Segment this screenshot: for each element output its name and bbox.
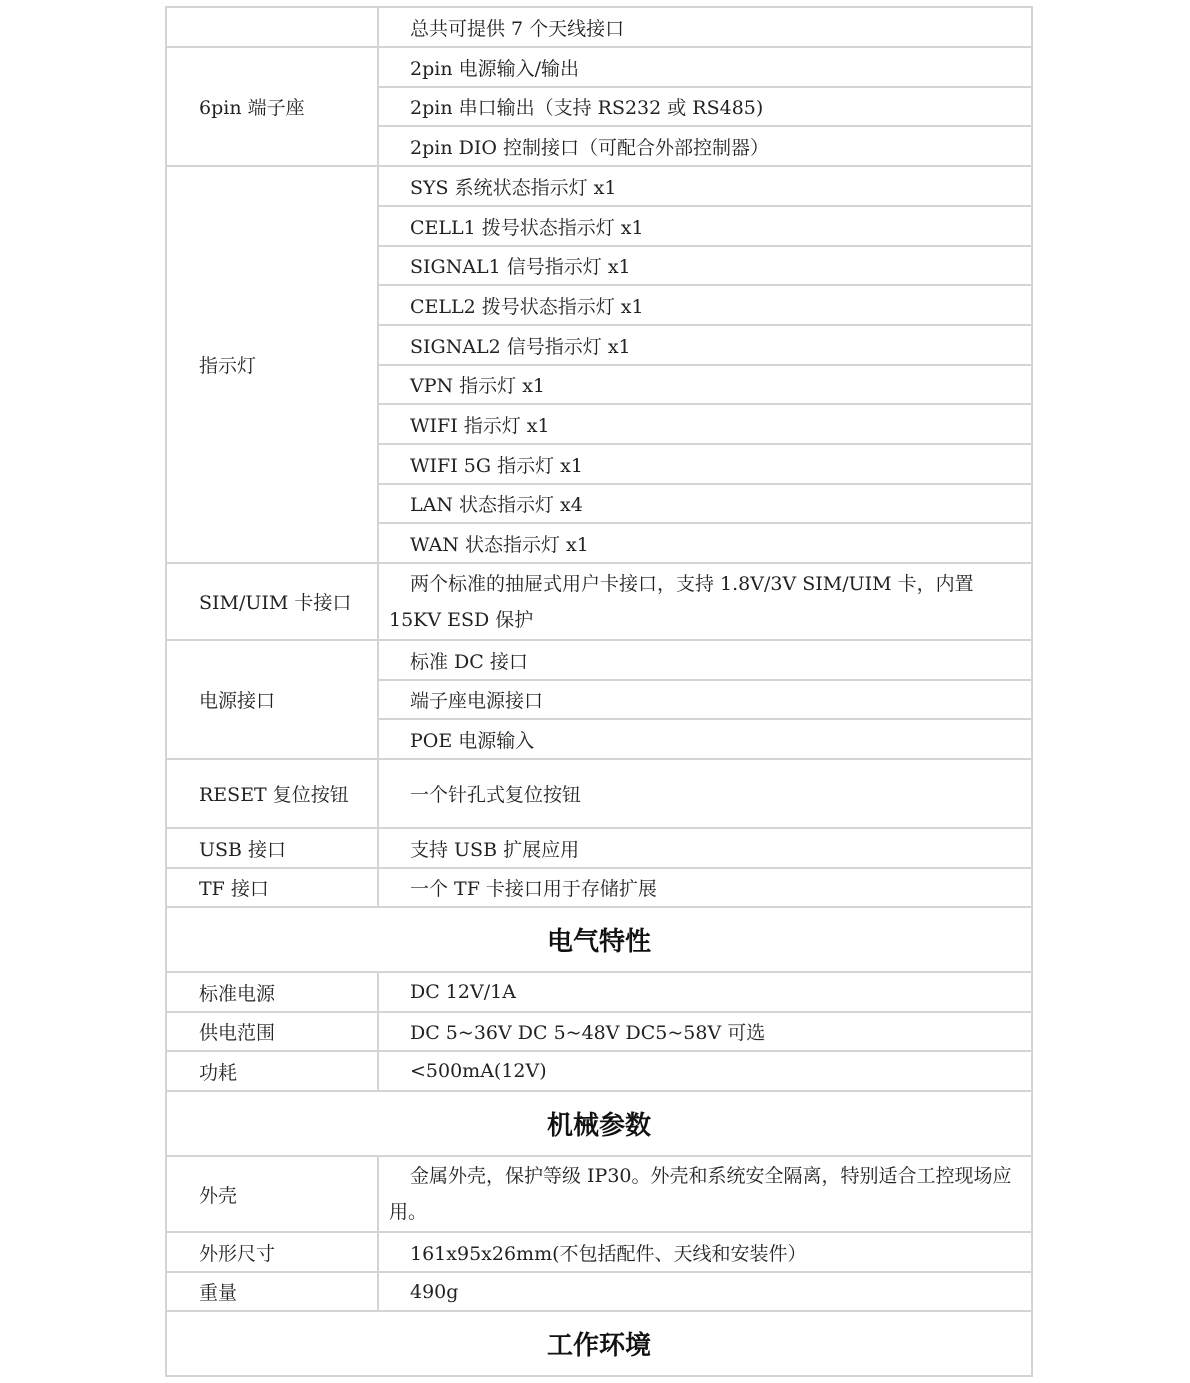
terminal-item: 2pin 电源输入/输出 (378, 47, 1032, 87)
indicator-item: CELL2 拨号状态指示灯 x1 (378, 285, 1032, 325)
section-title-mechanical: 机械参数 (166, 1091, 1032, 1156)
terminal-item: 2pin 串口输出（支持 RS232 或 RS485) (378, 87, 1032, 126)
sim-value: 两个标准的抽屉式用户卡接口，支持 1.8V/3V SIM/UIM 卡，内置 15KV ESD 保护 (378, 563, 1032, 640)
indicator-label: 指示灯 (166, 166, 378, 563)
antenna-value: 总共可提供 7 个天线接口 (378, 7, 1032, 47)
electrical-label: 功耗 (166, 1051, 378, 1091)
antenna-row (166, 7, 1032, 47)
electrical-row (166, 1012, 1032, 1051)
section-row (166, 1311, 1032, 1376)
indicator-item: LAN 状态指示灯 x4 (378, 484, 1032, 523)
spec-table (165, 6, 1033, 1377)
terminal-item: 2pin DIO 控制接口（可配合外部控制器） (378, 126, 1032, 166)
tf-value: 一个 TF 卡接口用于存储扩展 (378, 868, 1032, 907)
electrical-label: 标准电源 (166, 972, 378, 1012)
antenna-label (166, 7, 378, 47)
mechanical-value: 161x95x26mm(不包括配件、天线和安装件） (378, 1232, 1032, 1272)
indicator-item: WIFI 5G 指示灯 x1 (378, 444, 1032, 484)
power-port-item: 端子座电源接口 (378, 680, 1032, 719)
indicator-item: VPN 指示灯 x1 (378, 365, 1032, 404)
sim-row (166, 563, 1032, 640)
usb-label: USB 接口 (166, 828, 378, 868)
mechanical-row (166, 1156, 1032, 1232)
power-port-row (166, 640, 1032, 680)
reset-label: RESET 复位按钮 (166, 759, 378, 828)
usb-value: 支持 USB 扩展应用 (378, 828, 1032, 868)
indicator-item: CELL1 拨号状态指示灯 x1 (378, 206, 1032, 246)
mechanical-row (166, 1232, 1032, 1272)
electrical-value: DC 5~36V DC 5~48V DC5~58V 可选 (378, 1012, 1032, 1051)
power-port-label: 电源接口 (166, 640, 378, 759)
section-row (166, 907, 1032, 972)
mechanical-row (166, 1272, 1032, 1311)
electrical-value: <500mA(12V) (378, 1051, 1032, 1091)
mechanical-value: 金属外壳，保护等级 IP30。外壳和系统安全隔离，特别适合工控现场应用。 (378, 1156, 1032, 1232)
section-row (166, 1091, 1032, 1156)
power-port-item: POE 电源输入 (378, 719, 1032, 759)
section-title-electrical: 电气特性 (166, 907, 1032, 972)
reset-value: 一个针孔式复位按钮 (378, 759, 1032, 828)
indicator-item: WIFI 指示灯 x1 (378, 404, 1032, 444)
sim-label: SIM/UIM 卡接口 (166, 563, 378, 640)
electrical-row (166, 972, 1032, 1012)
terminal-label: 6pin 端子座 (166, 47, 378, 166)
terminal-row (166, 47, 1032, 87)
mechanical-label: 重量 (166, 1272, 378, 1311)
electrical-row (166, 1051, 1032, 1091)
indicator-item: WAN 状态指示灯 x1 (378, 523, 1032, 563)
mechanical-label: 外形尺寸 (166, 1232, 378, 1272)
indicator-item: SIGNAL1 信号指示灯 x1 (378, 246, 1032, 285)
indicator-item: SYS 系统状态指示灯 x1 (378, 166, 1032, 206)
section-title-environment: 工作环境 (166, 1311, 1032, 1376)
tf-label: TF 接口 (166, 868, 378, 907)
tf-row (166, 868, 1032, 907)
mechanical-label: 外壳 (166, 1156, 378, 1232)
usb-row (166, 828, 1032, 868)
reset-row (166, 759, 1032, 828)
electrical-value: DC 12V/1A (378, 972, 1032, 1012)
indicator-row (166, 166, 1032, 206)
mechanical-value: 490g (378, 1272, 1032, 1311)
electrical-label: 供电范围 (166, 1012, 378, 1051)
indicator-item: SIGNAL2 信号指示灯 x1 (378, 325, 1032, 365)
power-port-item: 标准 DC 接口 (378, 640, 1032, 680)
